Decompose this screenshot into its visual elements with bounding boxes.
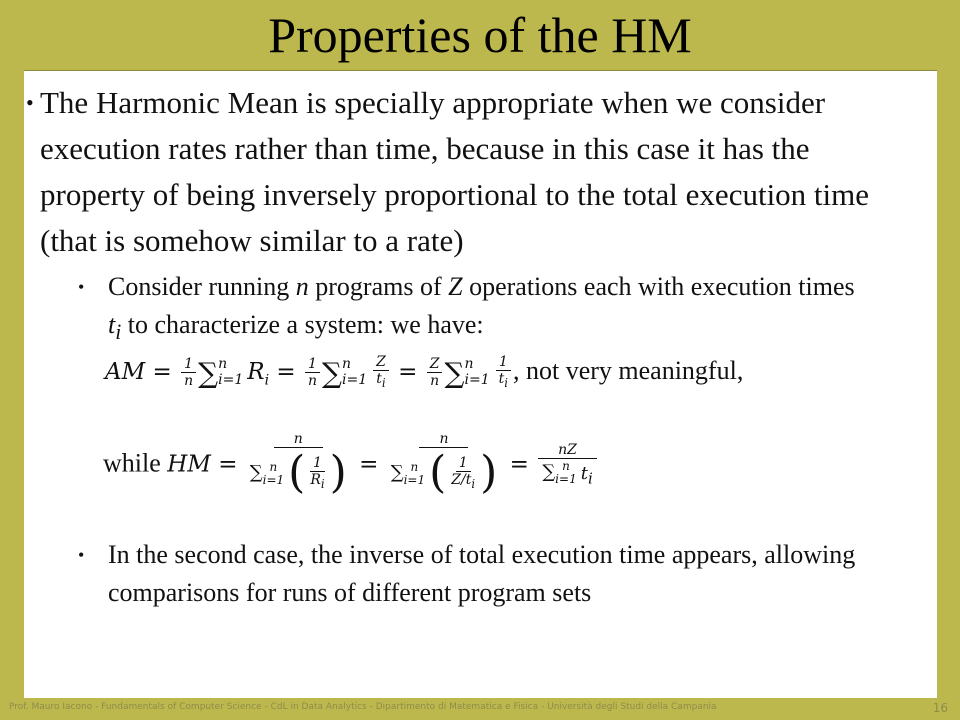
bullet-harmonic-mean bbox=[26, 80, 910, 264]
page-number: 16 bbox=[932, 701, 948, 715]
text-segment: operations each with execution times bbox=[462, 272, 855, 301]
am-equation: AM = $\frac{1}{n}$ ∑ n i=1 $R_i$ = $\frac{1}{n}$ ∑ n i=1 $\frac{Z}{t_i}$ = $\frac{Z}{n}$ ∑ n i=1 $\frac{1}{t_i}$ , not very meaningful, bbox=[105, 354, 744, 391]
text-segment: Consider running bbox=[108, 272, 296, 301]
var-i: i bbox=[115, 320, 122, 345]
bullet-text: The Harmonic Mean is specially appropriate when we consider execution rates rather than time, because in this case it has the property of being inversely proportional to the total execution time (that is somehow similar to a rate) bbox=[40, 85, 870, 258]
text-segment: to characterize a system: we have: bbox=[121, 310, 484, 339]
slide-title: Properties of the HM bbox=[268, 7, 692, 63]
hm-equation: while HM = n ∑ n i=1 ( $\frac{1}{R_i}$ ) = n ∑ n i=1 ( $\frac{1}{Z/t_i}$ ) = nZ ∑ n i=1 $t_i$ bbox=[103, 432, 599, 499]
var-t: t bbox=[108, 310, 116, 339]
bullet-dot: • bbox=[26, 90, 34, 115]
text-segment: programs of bbox=[308, 272, 449, 301]
text-segment: In the second case, the inverse of total execution time appears, allowing comparisons for runs of different program sets bbox=[108, 540, 856, 607]
hm-prefix: while bbox=[103, 448, 168, 478]
sub-bullet-second-case bbox=[78, 536, 908, 612]
footer-text: Prof. Mauro Iacono - Fundamentals of Computer Science - CdL in Data Analytics - Dipartimento di Matematica e Fisica - Università degli Studi della Campania bbox=[9, 702, 717, 712]
sub-bullet-consider bbox=[78, 268, 868, 351]
bullet-dot: • bbox=[78, 277, 85, 297]
var-z: Z bbox=[448, 272, 463, 301]
var-n: n bbox=[295, 272, 309, 301]
am-comment: , not very meaningful, bbox=[512, 355, 744, 385]
bullet-dot: • bbox=[78, 545, 85, 565]
